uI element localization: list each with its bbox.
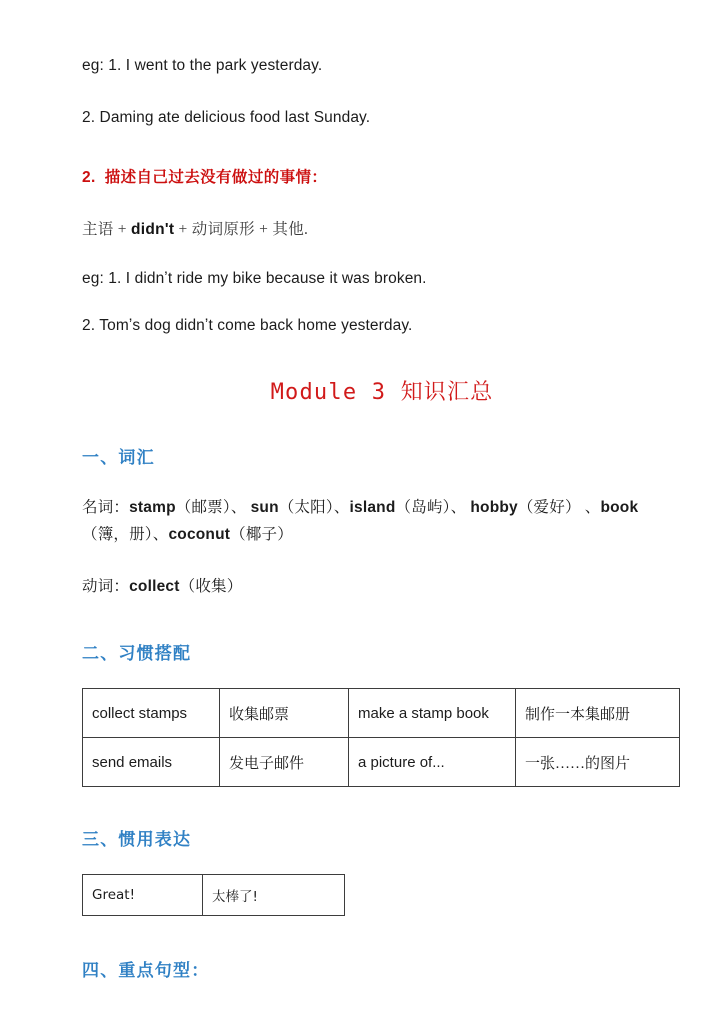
phrase-chinese-cell: 太棒了!	[203, 875, 345, 916]
formula-auxiliary: didn't	[131, 220, 175, 238]
table-row	[83, 738, 680, 787]
collocation-chinese-cell: 制作一本集邮册	[516, 689, 680, 738]
phrase-english-cell: Great!	[83, 875, 203, 916]
collocation-chinese-cell: 一张……的图片	[516, 738, 680, 787]
section-heading-key-sentences: 四、重点句型：	[82, 961, 210, 981]
vocabulary-noun-cn: （椰子）	[230, 526, 293, 544]
vocabulary-noun-en: hobby	[470, 498, 518, 516]
collocation-english-cell: make a stamp book	[349, 689, 516, 738]
formula-plus-1: +	[113, 220, 132, 238]
vocabulary-noun-cn: （爱好） 、	[517, 498, 601, 516]
example-past-negative-1: eg: 1. I didnʼt ride my bike because it was broken.	[82, 269, 427, 287]
vocabulary-noun-en: stamp	[129, 498, 176, 516]
vocabulary-noun-en: sun	[250, 498, 279, 516]
example-past-negative-2: 2. Tomʼs dog didnʼt come back home yesterday.	[82, 316, 413, 334]
formula-plus-3: +	[254, 220, 273, 238]
formula-subject: 主语	[82, 220, 114, 238]
table-row	[83, 689, 680, 738]
phrases-table	[82, 874, 345, 916]
collocations-table	[82, 688, 680, 787]
negative-grammar-formula	[82, 217, 682, 239]
example-past-affirmative-2: 2. Daming ate delicious food last Sunday.	[82, 108, 371, 126]
formula-plus-2: +	[174, 220, 192, 238]
vocabulary-noun-cn: （岛屿）、	[395, 498, 471, 516]
section-heading-collocations: 二、习惯搭配	[82, 644, 192, 664]
table-row	[83, 875, 345, 916]
negative-section-heading	[82, 165, 682, 187]
vocabulary-verbs-label: 动词：	[82, 577, 130, 595]
example-past-affirmative-1: eg: 1. I went to the park yesterday.	[82, 57, 323, 74]
vocabulary-noun-cn: （太阳）、	[278, 498, 350, 516]
vocabulary-verbs-english: collect	[129, 577, 180, 595]
section-heading-phrases: 三、惯用表达	[82, 830, 192, 850]
vocabulary-verbs-chinese: （收集）	[179, 577, 243, 595]
vocabulary-noun-en: island	[349, 498, 396, 516]
vocabulary-nouns-items	[82, 499, 638, 544]
vocabulary-nouns-label: 名词：	[82, 498, 130, 516]
negative-section-number: 2.	[82, 168, 96, 186]
negative-section-heading-text: 描述自己过去没有做过的事情：	[104, 168, 328, 186]
section-heading-vocabulary: 一、词汇	[82, 447, 155, 467]
vocabulary-verbs-line	[82, 573, 678, 601]
vocabulary-noun-en: book	[600, 498, 639, 516]
vocabulary-noun-en: coconut	[168, 526, 231, 544]
collocation-english-cell: collect stamps	[83, 689, 220, 738]
vocabulary-noun-cn: （簿，册）、	[82, 526, 169, 544]
collocation-english-cell: send emails	[83, 738, 220, 787]
formula-verb: 动词原形	[191, 220, 255, 238]
collocation-chinese-cell: 收集邮票	[220, 689, 349, 738]
page-title: Module 3 知识汇总	[270, 379, 494, 405]
collocation-english-cell: a picture of...	[349, 738, 516, 787]
vocabulary-nouns-line	[82, 494, 678, 549]
collocation-chinese-cell: 发电子邮件	[220, 738, 349, 787]
vocabulary-noun-cn: （邮票）、	[175, 498, 251, 516]
formula-other: 其他.	[272, 220, 309, 238]
